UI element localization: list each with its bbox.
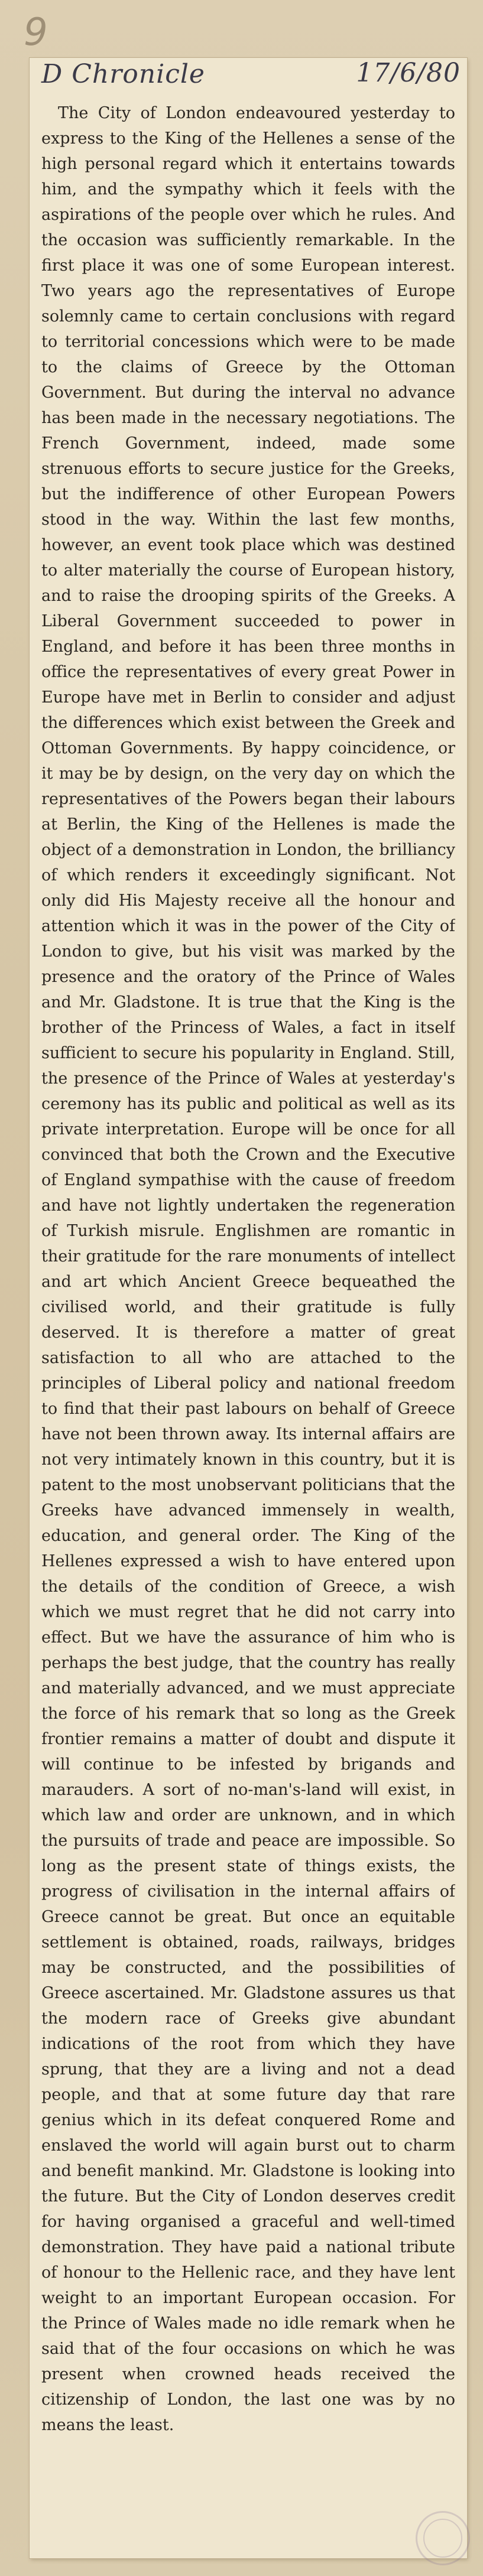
archive-stamp — [416, 2511, 470, 2565]
handwritten-date-note: 17/6/80 — [356, 58, 461, 88]
article-body: The City of London endeavoured yesterday to express to the King of the Hellenes a sense of the high personal regard which it entertains towards him, and the sympathy which it feels with the aspirations of the people over which he rules. And the occasion was sufficiently remarkable. In the first place it was one of some European interest. Two years ago the representatives of Europe solemnly came to certain conclusions with regard to territorial concessions which were to be made to the claims of Greece by the Ottoman Government. But during the interval no advance has been made in the necessary negotiations. The French Government, indeed, made some strenuous efforts to secure justice for the Greeks, but the indifference of other European Powers stood in the way. Within the last few months, however, an event took place which was destined to alter materially the course of European history, and to raise the drooping spirits of the Greeks. A Liberal Government succeeded to power in England, and before it has been three months in office the representatives of every great Power in Europe have met in Berlin to consider and adjust the differences which exist between the Greek and Ottoman Governments. By happy coincidence, or it may be by design, on the very day on which the representatives of the Powers began their labours at Berlin, the King of the Hellenes is made the object of a demonstration in London, the brilliancy of which renders it exceedingly significant. Not only did His Majesty receive all the honour and attention which it was in the power of the City of London to give, but his visit was marked by the presence and the oratory of the Prince of Wales and Mr. Gladstone. It is true that the King is the brother of the Princess of Wales, a fact in itself sufficient to secure his popularity in England. Still, the presence of the Prince of Wales at yesterday's ceremony has its public and political as well as its private interpretation. Europe will be once for all convinced that both the Crown and the Executive of England sympathise with the cause of freedom and have not lightly undertaken the regeneration of Turkish misrule. Englishmen are romantic in their gratitude for the rare monuments of intellect and art which Ancient Greece bequeathed the civilised world, and their gratitude is fully deserved. It is therefore a matter of great satisfaction to all who are attached to the principles of Liberal policy and national freedom to find that their past labours on behalf of Greece have not been thrown away. Its internal affairs are not very intimately known in this country, but it is patent to the most unobservant politicians that the Greeks have advanced immensely in wealth, education, and general order. The King of the Hellenes expressed a wish to have entered upon the details of the condition of Greece, a wish which we must regret that he did not carry into effect. But we have the assurance of him who is perhaps the best judge, that the country has really and materially advanced, and we must appreciate the force of his remark that so long as the Greek frontier remains a matter of doubt and dispute it will continue to be infested by brigands and marauders. A sort of no-man's-land will exist, in which law and order are unknown, and in which the pursuits of trade and peace are impossible. So long as the present state of things exists, the progress of civilisation in the internal affairs of Greece cannot be great. But once an equitable settlement is obtained, roads, railways, bridges may be constructed, and the possibilities of Greece ascertained. Mr. Gladstone assures us that the modern race of Greeks give abundant indications of the root from which they have sprung, that they are a living and not a dead people, and that at some future day that rare genius which in its defeat conquered Rome and enslaved the world will again burst out to charm and benefit mankind. Mr. Gladstone is looking into the future. But the City of London deserves credit for having organised a graceful and well-timed demonstration. They have paid a national tribute of honour to the Hellenic race, and they have lent weight to an important European occasion. For the Prince of Wales made no idle remark when he said that of the four occasions on which he was present when crowned heads received the citizenship of London, the last one was by no means the least. — [41, 104, 455, 2434]
handwritten-source-note: D Chronicle — [41, 59, 205, 89]
page-number: 9 — [24, 11, 48, 54]
